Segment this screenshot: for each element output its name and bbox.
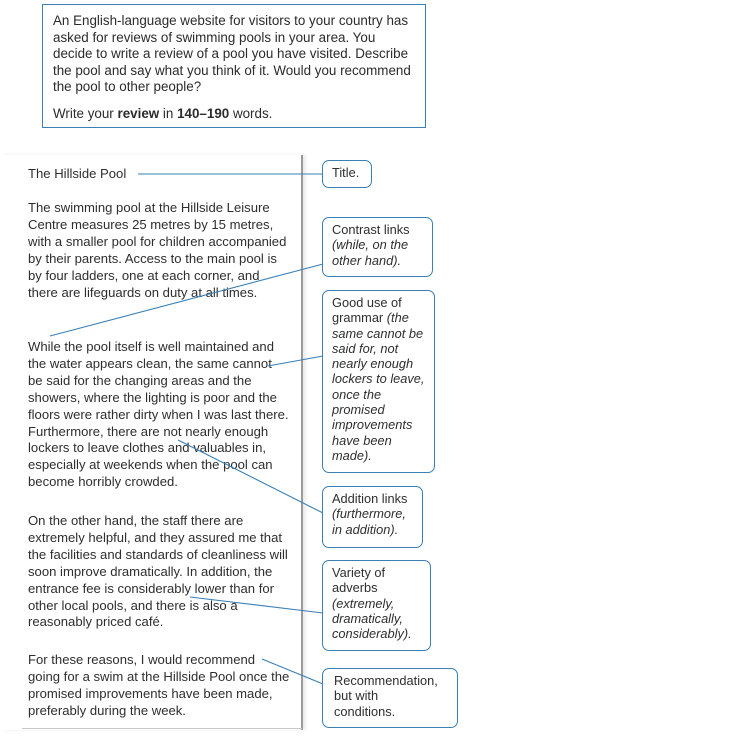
connector-recommendation (262, 659, 323, 684)
note-recommendation (322, 668, 458, 728)
connector-contrast (50, 264, 323, 336)
essay-paragraph-1: The swimming pool at the Hillside Leisure Centre measures 25 metres by 15 metres, with a smaller pool for children accompanied by their parents. Access to the main pool is by four ladders, one at each corner, and there are lifeguards on duty at all times. (28, 200, 287, 300)
instruction-mid: in (159, 105, 178, 121)
note-addition-examples: (furthermore, in addition). (332, 506, 406, 537)
note-grammar (322, 290, 435, 473)
instruction-prefix: Write your (53, 105, 118, 121)
essay-paragraph-2: While the pool itself is well maintained and the water appears clean, the same cannot be said for the changing areas and the showers, where the lighting is poor and the floors were rather dirty when I was last there. Furthermore, there are not nearly enough lockers to leave clothes and valuables in, especially at weekends when the pool can become horribly crowded. (28, 339, 289, 490)
note-addition-label: Addition links (332, 491, 408, 506)
note-adverbs-label: Variety of adverbs (332, 565, 386, 596)
note-title (322, 160, 372, 188)
connector-grammar (268, 356, 323, 366)
note-contrast-label: Contrast links (332, 222, 410, 237)
connector-addition (178, 440, 323, 513)
essay-paragraph-3: On the other hand, the staff there are extremely helpful, and they assured me that the facilities and standards of cleanliness will soon improve dramatically. In addition, the entrance fee is considerably lower than for other local pools, and there is also a reasonably priced café. (28, 513, 288, 630)
note-title-text: Title. (332, 165, 360, 180)
note-addition-links (322, 486, 423, 548)
task-prompt: An English-language website for visitors to your country has asked for reviews of swimming pools in your area. You decide to write a review of a pool you have visited. Describe the pool and say what you think of it. Would you recommend the pool to other people? (53, 13, 411, 95)
instruction-keyword: review (117, 105, 160, 121)
note-grammar-label: Good use of grammar (332, 295, 402, 326)
connector-adverbs (190, 597, 323, 613)
note-contrast-links (322, 217, 433, 277)
essay-paragraph-4: For these reasons, I would recommend going for a swim at the Hillside Pool once the promised improvements have been made, preferably during the week. (28, 652, 290, 718)
note-adverbs-examples: (extremely, dramatically, considerably). (332, 595, 412, 642)
note-contrast-examples: (while, on the other hand). (332, 237, 409, 268)
note-adverbs (322, 560, 431, 651)
instruction-word-range: 140–190 (177, 105, 230, 121)
essay-title: The Hillside Pool (28, 166, 127, 181)
note-grammar-examples: (the same cannot be said for, not nearly enough lockers to leave, once the promised improvements have been made). (332, 310, 425, 463)
instruction-suffix: words. (229, 105, 273, 121)
note-recommendation-text: Recommendation, but with conditions. (334, 673, 438, 719)
